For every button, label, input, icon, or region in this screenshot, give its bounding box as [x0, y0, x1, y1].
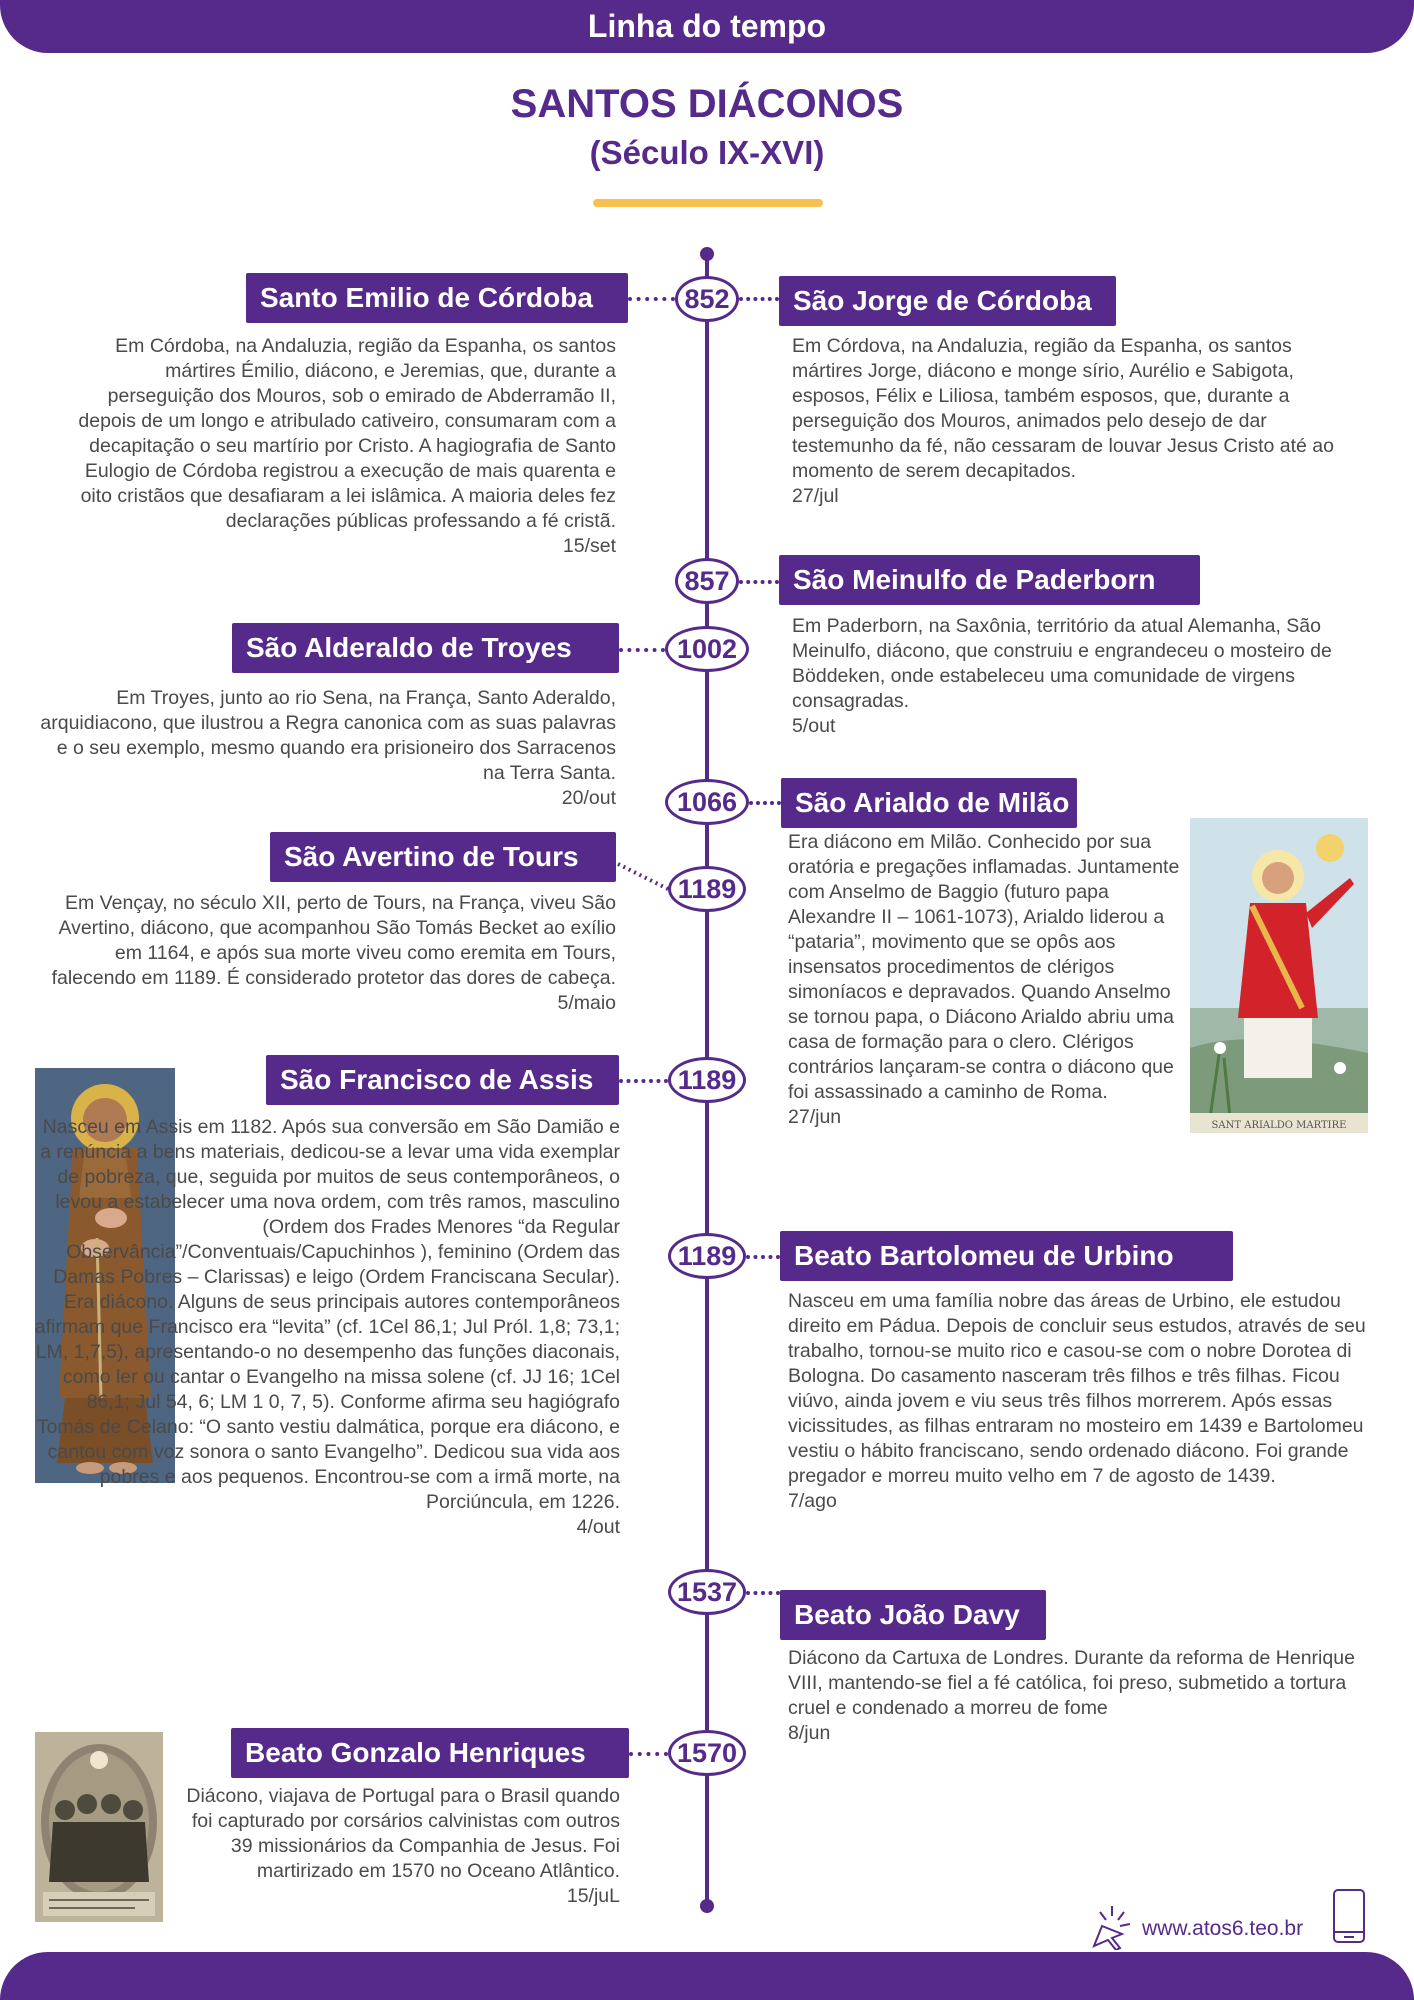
feast-date: 15/set [562, 535, 616, 557]
year-marker-1002: 1002 [665, 626, 749, 672]
header-title: Linha do tempo [587, 8, 827, 44]
saint-name-jorge: São Jorge de Córdoba [779, 276, 1116, 326]
feast-date: 5/out [792, 715, 836, 737]
saint-text-joao-davy: Diácono da Cartuxa de Londres. Durante da reforma de Henrique VIII, mantendo-se fiel a fé católica, foi preso, submetido a tortura cruel e condenado a morreu de fome 8/jun [788, 1646, 1358, 1746]
page-title: SANTOS DIÁCONOS [510, 82, 904, 126]
timeline-start-dot [700, 247, 714, 261]
saint-text-emilio: Em Córdoba, na Andaluzia, região da Espanha, os santos mártires Émilio, diácono, e Jeremias, que, durante a perseguição dos Mouros, sob o emirado de Abderramão II, depois de um longo e atribulado cativeiro, consumaram com a decapitação o seu martírio por Cristo. A hagiografia de Santo Eulogio de Córdoba registrou a execução de mais quarenta e oito cristãos que desafiaram a lei islâmica. A maioria deles fez declarações públicas professando a fé cristã. 15/set [60, 334, 616, 559]
saint-text-alderaldo: Em Troyes, junto ao rio Sena, na França, Santo Aderaldo, arquidiacono, que ilustrou a Regra canonica com as suas palavras e o seu exemplo, mesmo quando era prisioneiro dos Sarracenos na Terra Santa. 20/out [30, 686, 616, 811]
connector [629, 1752, 668, 1756]
year-marker-1066: 1066 [665, 779, 749, 825]
feast-date: 5/maio [557, 992, 616, 1014]
saint-name-avertino: São Avertino de Tours [270, 832, 616, 882]
title-underline [593, 199, 823, 207]
feast-date: 27/jul [792, 485, 839, 507]
year-marker-1570: 1570 [668, 1730, 746, 1776]
saint-name-francisco: São Francisco de Assis [266, 1055, 619, 1105]
feast-date: 20/out [561, 787, 616, 809]
saint-text-bartolomeu: Nasceu em uma família nobre das áreas de Urbino, ele estudou direito em Pádua. Depois de concluir seus estudos, através de seu trabalho, tornou-se muito rico e casou-se com o nobre Dorotea di Bologna. Do casamento nasceram três filhos e três filhas. Ficou viúvo, ainda jovem e viu seus três filhos morrerem. Após essas vicissitudes, as filhas entraram no mosteiro em 1439 e Bartolomeu vestiu o hábito franciscano, sendo ordenado diácono. Foi grande pregador e morreu muito velho em 7 de agosto de 1439. 7/ago [788, 1289, 1372, 1514]
feast-date: 8/jun [788, 1722, 831, 1744]
svg-text:SANT ARIALDO MARTIRE: SANT ARIALDO MARTIRE [1211, 1120, 1347, 1131]
saint-text-gonzalo: Diácono, viajava de Portugal para o Brasil quando foi capturado por corsários calvinistas com outros 39 missionários da Companhia de Jesus. Foi martirizado em 1570 no Oceano Atlântico. 15/juL [170, 1784, 620, 1909]
year-marker-1537: 1537 [668, 1569, 746, 1615]
saint-name-gonzalo: Beato Gonzalo Henriques [231, 1728, 629, 1778]
saint-text-arialdo: Era diácono em Milão. Conhecido por sua oratória e pregações inflamadas. Juntamente com Anselmo de Baggio (futuro papa Alexandre II – 1061-1073), Arialdo liderou a “pataria”, movimento que se opôs aos insensatos procedimentos de clérigos simoníacos e depravados. Quando Anselmo se tornou papa, o Diácono Arialdo abriu uma casa de formação para o clero. Clérigos contrários lançaram-se contra o diácono que foi assassinado a caminho de Roma. 27/jun [788, 831, 1180, 1128]
saint-text-avertino: Em Vençay, no século XII, perto de Tours, na França, viveu São Avertino, diácono, que acompanhou São Tomás Becket ao exílio em 1164, e após sua morte viveu como eremita em Tours, falecendo em 1189. É considerado protetor das dores de cabeça. 5/maio [28, 891, 616, 1016]
year-marker-1189: 1189 [668, 866, 746, 912]
connector [616, 860, 672, 894]
year-marker-852: 852 [675, 276, 739, 322]
connector [749, 801, 781, 805]
connector [619, 1079, 668, 1083]
feast-date: 4/out [576, 1516, 620, 1538]
connector [739, 580, 779, 584]
connector [746, 1591, 780, 1595]
year-marker-857: 857 [675, 558, 739, 604]
footer-banner [0, 1952, 1414, 2000]
saint-arialdo-image [1190, 818, 1368, 1133]
feast-date: 15/juL [566, 1885, 620, 1907]
connector [619, 648, 665, 652]
cursor-click-icon [1088, 1902, 1136, 1950]
page-subtitle: (Século IX-XVI) [589, 134, 825, 171]
feast-date: 27/jun [788, 1106, 842, 1128]
connector [739, 297, 779, 301]
saint-text-francisco: Nasceu em Assis em 1182. Após sua conversão em São Damião e a renúncia a bens materiais, dedicou-se a levar uma vida exemplar de pobreza, que, seguida por muitos de seus contemporâneos, o levou a estabelecer uma nova ordem, com três ramos, masculino (Ordem dos Frades Menores “da Regular Observância”/Conventuais/Capuchinhos ), feminino (Ordem das Damas Pobres – Clarissas) e leigo (Ordem Franciscana Secular). Era diácono. Alguns de seus principais autores contemporâneos afirmam que Francisco era “levita” (cf. 1Cel 86,1; Jul Pról. 1,8; 73,1; LM, 1,7,5), apresentando-o no desempenho das funções diaconais, como ler ou cantar o Evangelho na missa solene (cf. JJ 16; 1Cel 86,1; Jul 54, 6; LM 1 0, 7, 5). Conforme afirma seu hagiógrafo Tomás de Celano: “O santo vestiu dalmática, porque era diácono, e cantou com voz sonora o santo Evangelho”. Dedicou sua vida aos pobres e aos pequenos. Encontrou-se com a irmã morte, na Porciúncula, em 1226. 4/out [30, 1115, 620, 1540]
year-marker-1189: 1189 [668, 1057, 746, 1103]
connector [628, 297, 675, 301]
saint-text-meinulfo: Em Paderborn, na Saxônia, território da atual Alemanha, São Meinulfo, diácono, que construiu e engrandeceu o mosteiro de Böddeken, onde estabeleceu uma comunidade de virgens consagradas. 5/out [792, 614, 1348, 739]
saint-gonzalo-image [35, 1732, 163, 1922]
saint-name-joao-davy: Beato João Davy [780, 1590, 1046, 1640]
header-banner [0, 0, 1414, 53]
saint-name-alderaldo: São Alderaldo de Troyes [232, 623, 619, 673]
saint-name-emilio: Santo Emilio de Córdoba [246, 273, 628, 323]
feast-date: 7/ago [788, 1490, 837, 1512]
year-marker-1189: 1189 [668, 1233, 746, 1279]
smartphone-icon [1332, 1888, 1366, 1944]
saint-text-jorge: Em Córdova, na Andaluzia, região da Espanha, os santos mártires Jorge, diácono e monge sírio, Aurélio e Sabigota, esposos, Félix e Liliosa, também esposos, que, durante a perseguição dos Mouros, animados pelo desejo de dar testemunho da fé, não cessaram de louvar Jesus Cristo até ao momento de serem decapitados. 27/jul [792, 334, 1358, 509]
timeline-end-dot [700, 1899, 714, 1913]
connector [746, 1255, 780, 1259]
saint-name-arialdo: São Arialdo de Milão [781, 778, 1077, 828]
saint-name-bartolomeu: Beato Bartolomeu de Urbino [780, 1231, 1233, 1281]
website-link[interactable]: www.atos6.teo.br [1142, 1917, 1304, 1940]
saint-name-meinulfo: São Meinulfo de Paderborn [779, 555, 1200, 605]
